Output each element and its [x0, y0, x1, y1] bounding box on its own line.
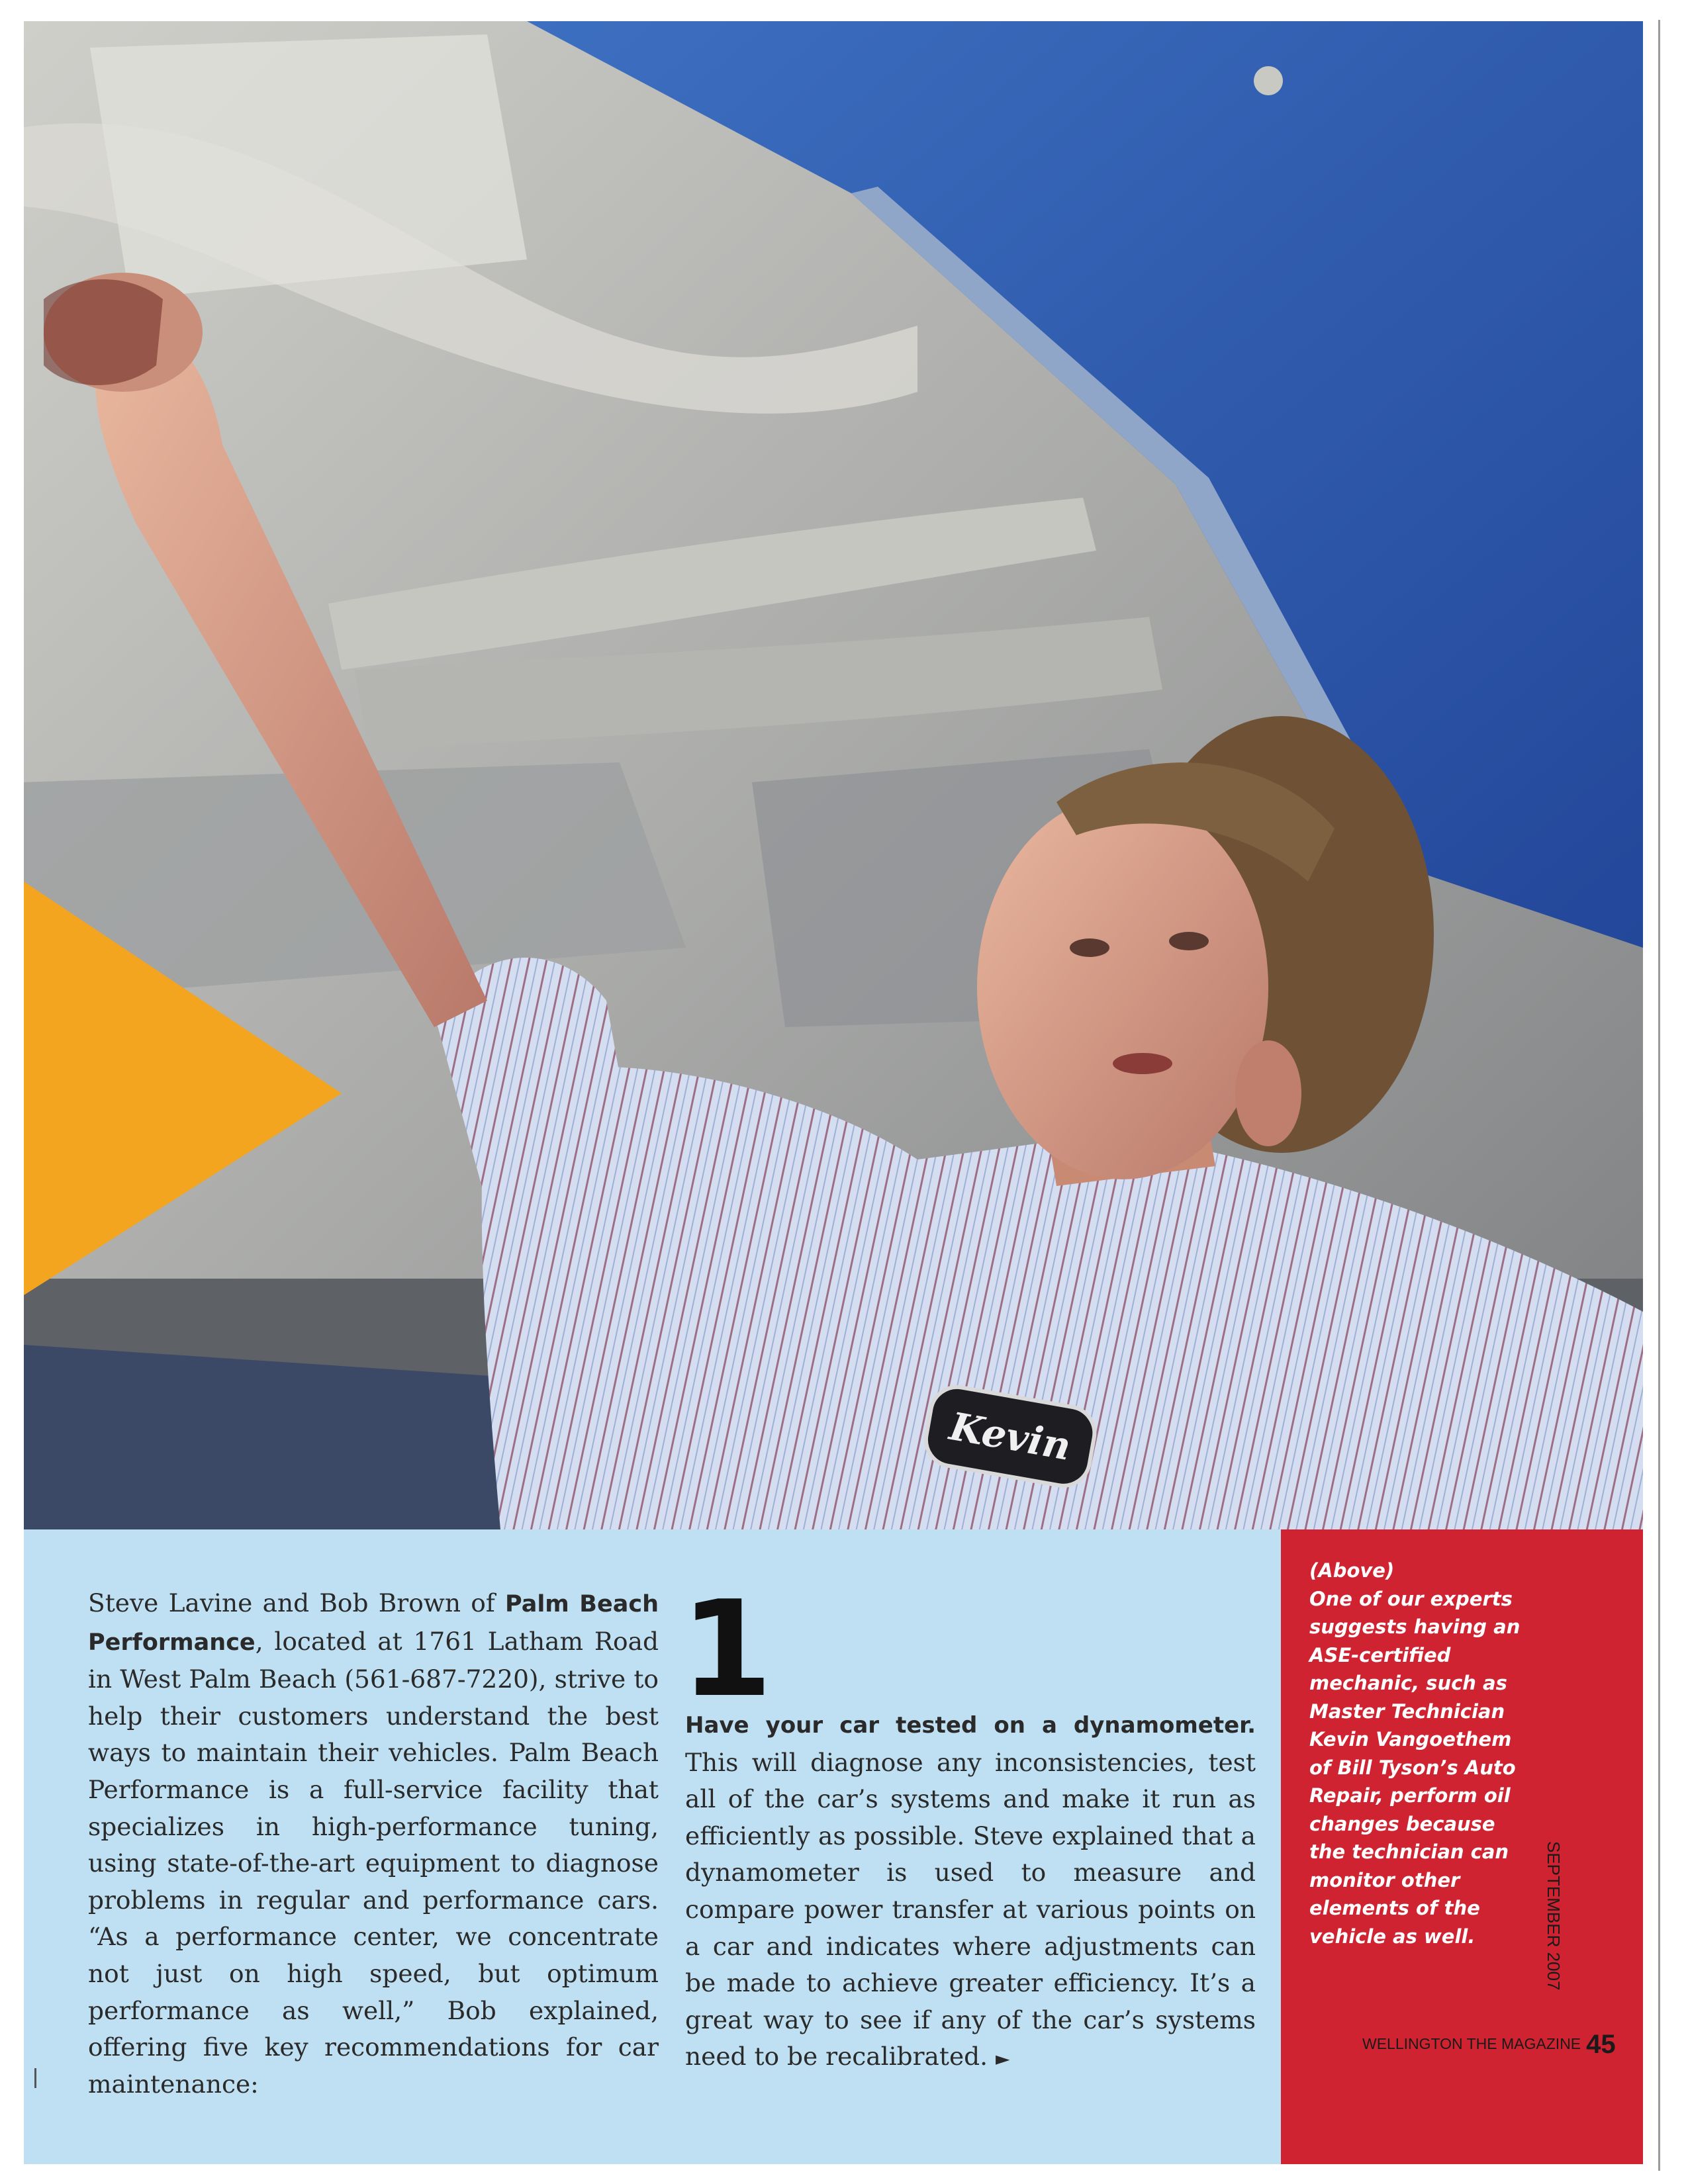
page-number: 45 — [1586, 2030, 1616, 2059]
intro-start: Steve Lavine and Bob Brown of — [88, 1588, 505, 1617]
tip-body: This will diagnose any inconsistencies, test all of the car’s systems and make it run as efficiently as possible. Steve explained that a dynamometer is used to measure and compare power transfer at various points on a car and indicates where adjustments can be made to achieve greater efficiency. It’s a great way to see if any of the car’s systems need to be recalibrated. — [685, 1747, 1256, 2071]
tip-column — [685, 1706, 1256, 2077]
caption-label: (Above) — [1309, 1559, 1395, 1582]
intro-column — [88, 1585, 659, 2103]
scan-mark — [34, 2068, 36, 2088]
magazine-name: WELLINGTON THE MAGAZINE — [1362, 2035, 1581, 2052]
business-name: Palm Beach Performance — [88, 1591, 659, 1656]
mechanic-photo — [24, 21, 1643, 1529]
continue-arrow-icon: ► — [996, 2048, 1010, 2070]
intro-body: , located at 1761 Latham Road in West Palm Beach (561-687-7220), strive to help their customers understand the best ways to maintain their vehicles. Palm Beach Performance is a full-service facility that specializes in high-performance tuning, using state-of-the-art equipment to diagnose problems in regular and performance cars. “As a performance center, we concentrate not just on high speed, but optimum performance as well,” Bob explained, offering five key recommendations for car maintenance: — [88, 1626, 659, 2099]
caption-text: One of our experts suggests having an ASE-certified mechanic, such as Master Technician Kevin Vangoethem of Bill Tyson’s Auto Repair, perform oil changes because the technician can monitor other elements of the vehicle as well. — [1309, 1587, 1521, 1948]
issue-date: SEPTEMBER 2007 — [1544, 1841, 1564, 1991]
name-patch-text: Kevin — [946, 1403, 1074, 1469]
page-edge-rule — [1658, 20, 1660, 2171]
tip-lead: Have your car tested on a dynamometer. — [685, 1712, 1256, 1739]
folio — [1362, 2030, 1614, 2063]
photo-caption — [1309, 1557, 1534, 1950]
tip-number: 1 — [680, 1572, 773, 1727]
